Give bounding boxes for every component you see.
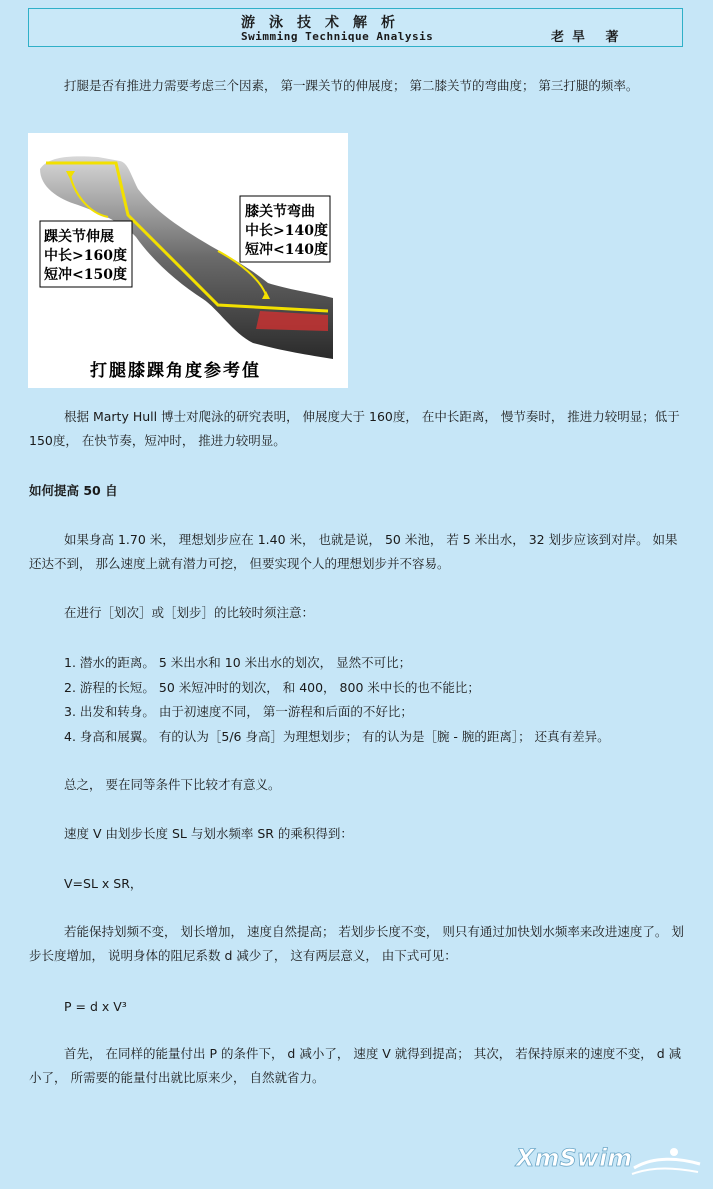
ankle-label-line-2: 中长>160度	[44, 248, 127, 264]
article-header	[28, 8, 683, 47]
list-item: 1. 潜水的距离。 5 米出水和 10 米出水的划次， 显然不可比；	[64, 655, 412, 670]
xmswim-logo	[514, 1138, 704, 1180]
formula-velocity: V=SL x SR，	[64, 876, 143, 891]
paragraph-velocity: 速度 V 由划步长度 SL 与划水频率 SR 的乘积得到：	[64, 826, 353, 841]
paragraph-drag: 若能保持划频不变， 划长增加， 速度自然提高； 若划步长度不变， 则只有通过加快划水频率来改进速度了。 划步长度增加， 说明身体的阻尼系数 d 减少了， 这有两层意义， 由下式可见：	[29, 924, 684, 963]
paragraph-conclusion: 首先， 在同样的能量付出 P 的条件下， d 减小了， 速度 V 就得到提高； 其次， 若保持原来的速度不变， d 减小了， 所需要的能量付出就比原来少， 自然就省力。	[29, 1046, 682, 1085]
knee-label-line-3: 短冲<140度	[245, 242, 328, 258]
logo-text: XmSwim	[516, 1144, 633, 1172]
author: 老旱 著	[551, 30, 627, 45]
swimmer-logo-icon	[514, 1138, 704, 1180]
leg-diagram	[28, 133, 348, 388]
paragraph-research: 根据 Marty Hull 博士对爬泳的研究表明， 伸展度大于 160度， 在中长距离， 慢节奏时， 推进力较明显；低于 150度， 在快节奏，短冲时， 推进力较明显。	[29, 409, 684, 448]
formula-power: P = d x V³	[64, 999, 127, 1014]
list-item: 3. 出发和转身。 由于初速度不同， 第一游程和后面的不好比；	[64, 704, 413, 719]
title-chinese: 游泳技术解析	[241, 15, 409, 31]
knee-label-line-2: 中长>140度	[245, 223, 328, 239]
list-item: 4. 身高和展翼。 有的认为［5/6 身高］为理想划步； 有的认为是［腕 - 腕的距离］； 还真有差异。	[64, 729, 610, 744]
figure-caption: 打腿膝踝角度参考值	[90, 361, 261, 381]
ankle-label-line-1: 踝关节伸展	[44, 229, 114, 245]
paragraph-stroke-length: 如果身高 1.70 米， 理想划步应在 1.40 米， 也就是说， 50 米池， 若 5 米出水， 32 划步应该到对岸。 如果还达不到， 那么速度上就有潜力可挖， 但要实现个人的理想划步并不容易。	[29, 532, 678, 571]
kick-angle-figure	[28, 133, 348, 388]
paragraph-kick-factors: 打腿是否有推进力需要考虑三个因素， 第一踝关节的伸展度； 第二膝关节的弯曲度； 第三打腿的频率。	[64, 78, 639, 93]
section-heading: 如何提高 50 自	[29, 483, 118, 498]
knee-label-line-1: 膝关节弯曲	[245, 204, 315, 220]
paragraph-comparison-note: 在进行［划次］或［划步］的比较时须注意：	[64, 605, 315, 620]
ankle-label-line-3: 短冲<150度	[44, 267, 127, 283]
paragraph-summary: 总之， 要在同等条件下比较才有意义。	[64, 777, 281, 792]
title-english: Swimming Technique Analysis	[241, 30, 434, 43]
list-item: 2. 游程的长短。 50 米短冲时的划次， 和 400， 800 米中长的也不能比；	[64, 680, 480, 695]
